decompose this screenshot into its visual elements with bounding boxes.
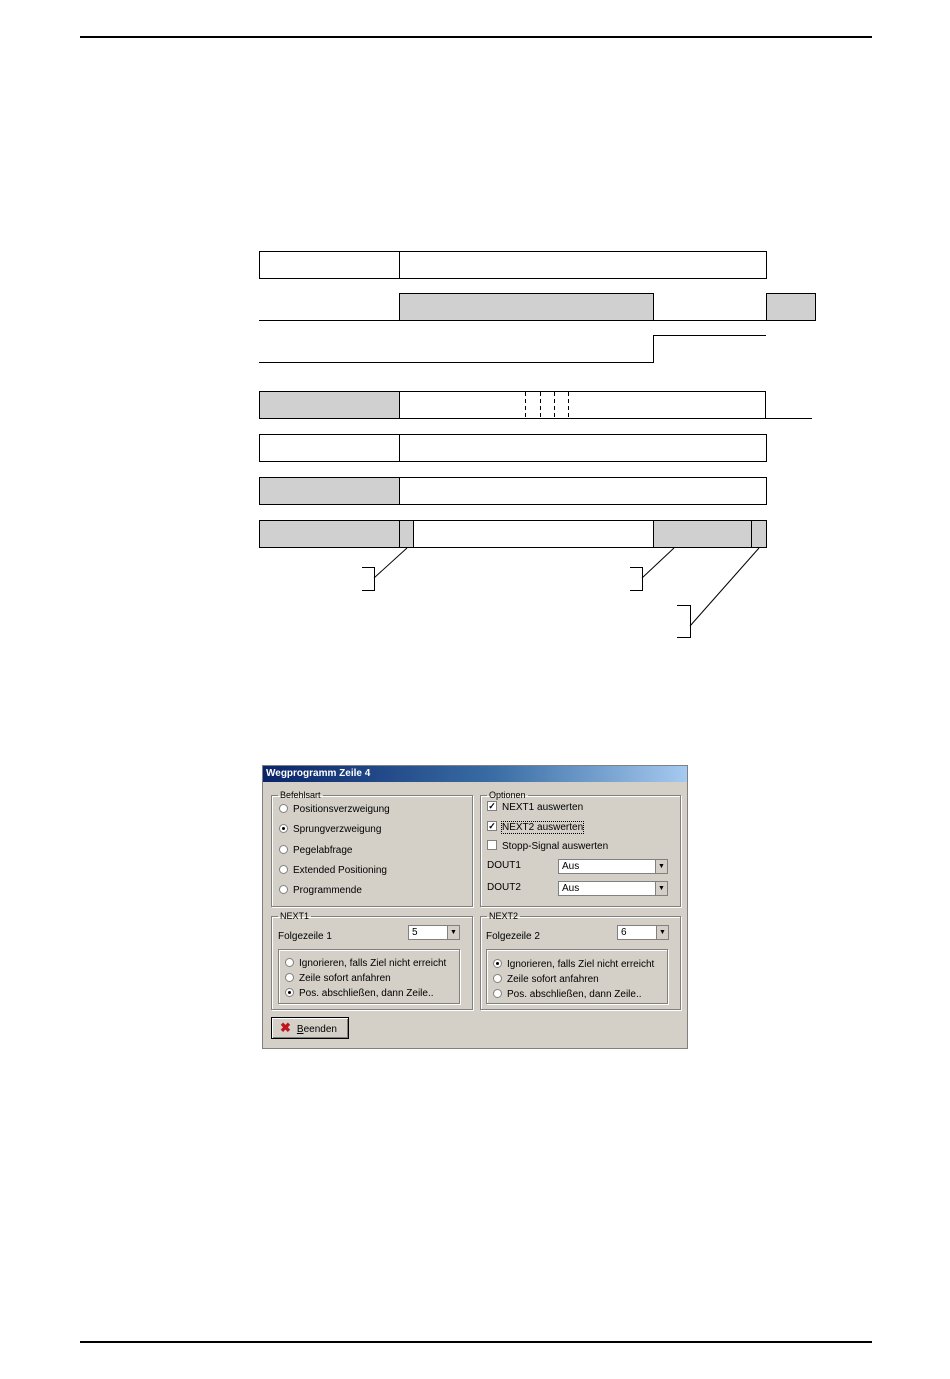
befehlsart-legend: Befehlsart [280, 790, 321, 800]
checkmark-icon: ✓ [488, 821, 496, 832]
diagram-box [400, 435, 767, 462]
diagram-box [752, 521, 767, 548]
dout2-select[interactable] [558, 881, 668, 896]
folgezeile1-value: 5 [412, 927, 418, 938]
radio-icon [285, 973, 294, 982]
footer-rule [80, 1341, 872, 1343]
diagram-box [400, 521, 414, 548]
radio-icon [279, 804, 288, 813]
checkbox-empty-icon [487, 840, 497, 850]
callout-line [690, 548, 759, 626]
diagram-box [260, 521, 400, 548]
dout1-value: Aus [562, 861, 580, 872]
dout1-label: DOUT1 [487, 860, 521, 871]
dout2-value: Aus [562, 883, 580, 894]
folgezeile2-value: 6 [621, 927, 627, 938]
next2-radio-sofort[interactable]: Zeile sofort anfahren [493, 973, 599, 987]
x-icon: ✖ [280, 1020, 291, 1035]
dout1-select[interactable] [558, 859, 668, 874]
radio-pegelabfrage[interactable]: Pegelabfrage [279, 844, 353, 858]
radio-icon [279, 845, 288, 854]
beenden-mnemonic: B [296, 1024, 304, 1035]
next1-legend: NEXT1 [280, 911, 310, 921]
diagram-box [260, 252, 400, 279]
wegprogramm-dialog [262, 765, 688, 1049]
folgezeile1-select[interactable] [408, 925, 460, 940]
folgezeile1-label: Folgezeile 1 [278, 931, 332, 942]
next2-radio-ignorieren[interactable]: Ignorieren, falls Ziel nicht erreicht [493, 958, 654, 972]
folgezeile2-label: Folgezeile 2 [486, 931, 540, 942]
radio-positionsverzweigung[interactable]: Positionsverzweigung [279, 803, 390, 817]
checkmark-icon: ✓ [488, 801, 496, 812]
diagram-box [260, 478, 400, 505]
radio-sprungverzweigung[interactable]: Sprungverzweigung [279, 823, 381, 837]
checkbox-next2-auswerten[interactable]: ✓ NEXT2 auswerten [488, 821, 584, 833]
diagram-box [414, 521, 654, 548]
diagram-dashed-marks [526, 392, 569, 419]
radio-extended-positioning[interactable]: Extended Positioning [279, 864, 387, 878]
radio-selected-icon [285, 988, 294, 997]
radio-selected-icon [279, 824, 288, 833]
callout-bracket [677, 606, 691, 638]
diagram-box [767, 294, 816, 321]
next2-radio-abschliessen[interactable]: Pos. abschließen, dann Zeile.. [493, 988, 642, 1002]
radio-icon [279, 885, 288, 894]
folgezeile2-select[interactable] [617, 925, 669, 940]
callout-line [642, 548, 674, 578]
next1-radio-abschliessen[interactable]: Pos. abschließen, dann Zeile.. [285, 987, 434, 1001]
callout-bracket [362, 568, 375, 591]
callout-line [374, 548, 407, 578]
dialog-title: Wegprogramm Zeile 4 [263, 766, 687, 782]
beenden-button[interactable] [271, 1017, 349, 1039]
chevron-down-icon[interactable]: ▼ [655, 882, 667, 895]
radio-icon [493, 989, 502, 998]
radio-icon [493, 974, 502, 983]
radio-selected-icon [493, 959, 502, 968]
radio-icon [279, 865, 288, 874]
diagram-box [400, 252, 767, 279]
radio-programmende[interactable]: Programmende [279, 884, 362, 898]
diagram-box [400, 294, 654, 321]
beenden-label: eenden [303, 1024, 337, 1035]
next1-radio-sofort[interactable]: Zeile sofort anfahren [285, 972, 391, 986]
chevron-down-icon[interactable]: ▼ [655, 860, 667, 873]
optionen-legend: Optionen [489, 790, 526, 800]
callout-bracket [630, 568, 643, 591]
next2-legend: NEXT2 [489, 911, 519, 921]
diagram-box [260, 392, 400, 419]
diagram-box [654, 521, 752, 548]
chevron-down-icon[interactable]: ▼ [656, 926, 668, 939]
chevron-down-icon[interactable]: ▼ [447, 926, 459, 939]
diagram-box [400, 478, 767, 505]
radio-icon [285, 958, 294, 967]
dout2-label: DOUT2 [487, 882, 521, 893]
checkbox-stopp-signal[interactable]: Stopp-Signal auswerten [487, 840, 608, 854]
checkbox-next1-auswerten[interactable]: ✓ NEXT1 auswerten [488, 801, 584, 813]
next1-radio-ignorieren[interactable]: Ignorieren, falls Ziel nicht erreicht [285, 957, 446, 971]
diagram-box [260, 435, 400, 462]
